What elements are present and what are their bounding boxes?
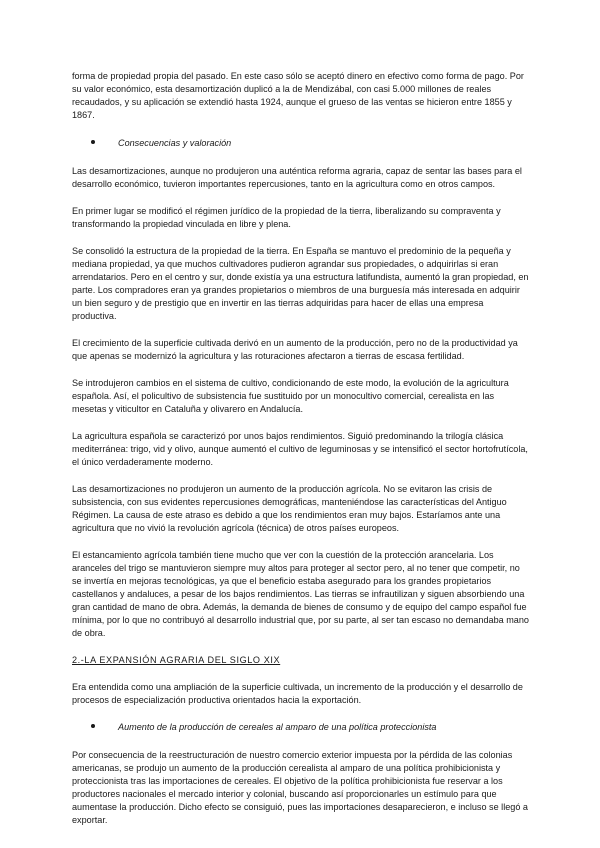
paragraph: Por consecuencia de la reestructuración de nuestro comercio exterior impuesta por la pérdida de las colonias americanas, se produjo un aumento de la producción cerealista al amparo de una política prohibicionista y proteccionista tras las importaciones de cereales. El objetivo de la política prohibicionista fue reservar a los productores nacionales el mercado interior y colonial, buscando así proporcionarles un estímulo para que aumentase la producción. Dicho efecto se consiguió, pues las importaciones desaparecieron, e incluso se llegó a exportar. (72, 750, 528, 825)
bullet-item (72, 721, 530, 734)
paragraph: En primer lugar se modificó el régimen jurídico de la propiedad de la tierra, liberalizando su compraventa y transformando la propiedad vinculada en libre y plena. (72, 206, 501, 229)
bullet-label-consecuencias: Consecuencias y valoración (118, 138, 232, 148)
paragraph-intro: forma de propiedad propia del pasado. En este caso sólo se aceptó dinero en efectivo como forma de pago. Por su valor económico, esta desamortización duplicó a la de Mendizábal, con casi 5.000 millones de reales recaudados, y su aplicación se extendió hasta 1924, aunque el grueso de las ventas se hicieron entre 1855 y 1867. (72, 71, 524, 120)
bullet-dot-icon (91, 140, 95, 144)
paragraph: Se consolidó la estructura de la propiedad de la tierra. En España se mantuvo el predominio de la pequeña y mediana propiedad, ya que muchos cultivadores pudieron agrandar sus propiedades, o adquirirlas si eran arrendatarios. Pero en el centro y sur, donde existía ya una estructura latifundista, aumentó la gran propiedad, en parte. Los compradores eran ya grandes propietarios o miembros de una burguesía más interesada en adquirir un bien seguro y de prestigio que en invertir en las tierras adquiridas para hacer de ellas una empresa productiva. (72, 246, 529, 321)
paragraph: Se introdujeron cambios en el sistema de cultivo, condicionando de este modo, la evolución de la agricultura española. Así, el policultivo de subsistencia fue sustituido por un monocultivo comercial, cerealista en las mesetas y viticultor en Cataluña y olivarero en Andalucía. (72, 378, 509, 414)
bullet-item (72, 137, 530, 150)
paragraph: El crecimiento de la superficie cultivada derivó en un aumento de la producción, pero no de la productividad ya que apenas se modernizó la agricultura y las roturaciones afectaron a tierras de escasa fertilidad. (72, 338, 518, 361)
paragraph: La agricultura española se caracterizó por unos bajos rendimientos. Siguió predominando la trilogía clásica mediterránea: trigo, vid y olivo, aunque aumentó el cultivo de leguminosas y se intensificó el sector hortofrutícola, el único verdaderamente moderno. (72, 431, 528, 467)
bullet-label-aumento: Aumento de la producción de cereales al amparo de una política proteccionista (118, 722, 437, 732)
paragraph: El estancamiento agrícola también tiene mucho que ver con la cuestión de la protección arancelaria. Los aranceles del trigo se mantuvieron siempre muy altos para proteger al sector pero, al no tener que competir, no se invertía en mejoras tecnológicas, ya que el beneficio estaba asegurado para los grandes propietarios castellanos y andaluces, a pesar de los bajos rendimientos. Las tierras se infrautilizan y siguen absorbiendo una gran cantidad de mano de obra. Además, la demanda de bienes de consumo y de equipo del campo español fue mínima, por lo que no contribuyó al desarrollo industrial que, por su parte, al ser tan escaso no demandaba mano de obra. (72, 550, 529, 638)
document-page (72, 70, 530, 841)
paragraph: Las desamortizaciones, aunque no produjeron una auténtica reforma agraria, capaz de sentar las bases para el desarrollo económico, tuvieron importantes repercusiones, tanto en la agricultura como en otros campos. (72, 166, 522, 189)
bullet-dot-icon (91, 724, 95, 728)
paragraph: Era entendida como una ampliación de la superficie cultivada, un incremento de la producción y el desarrollo de procesos de especialización productiva orientados hacia la exportación. (72, 682, 523, 705)
paragraph: Las desamortizaciones no produjeron un aumento de la producción agrícola. No se evitaron las crisis de subsistencia, con sus evidentes repercusiones demográficas, manteniéndose las características del Antiguo Régimen. La causa de este atraso es debido a que los rendimientos eran muy bajos. Estaríamos ante una agricultura que no vivió la revolución agrícola (técnica) de otros países europeos. (72, 484, 507, 533)
section-heading: 2.-LA EXPANSIÓN AGRARIA DEL SIGLO XIX (72, 655, 281, 665)
